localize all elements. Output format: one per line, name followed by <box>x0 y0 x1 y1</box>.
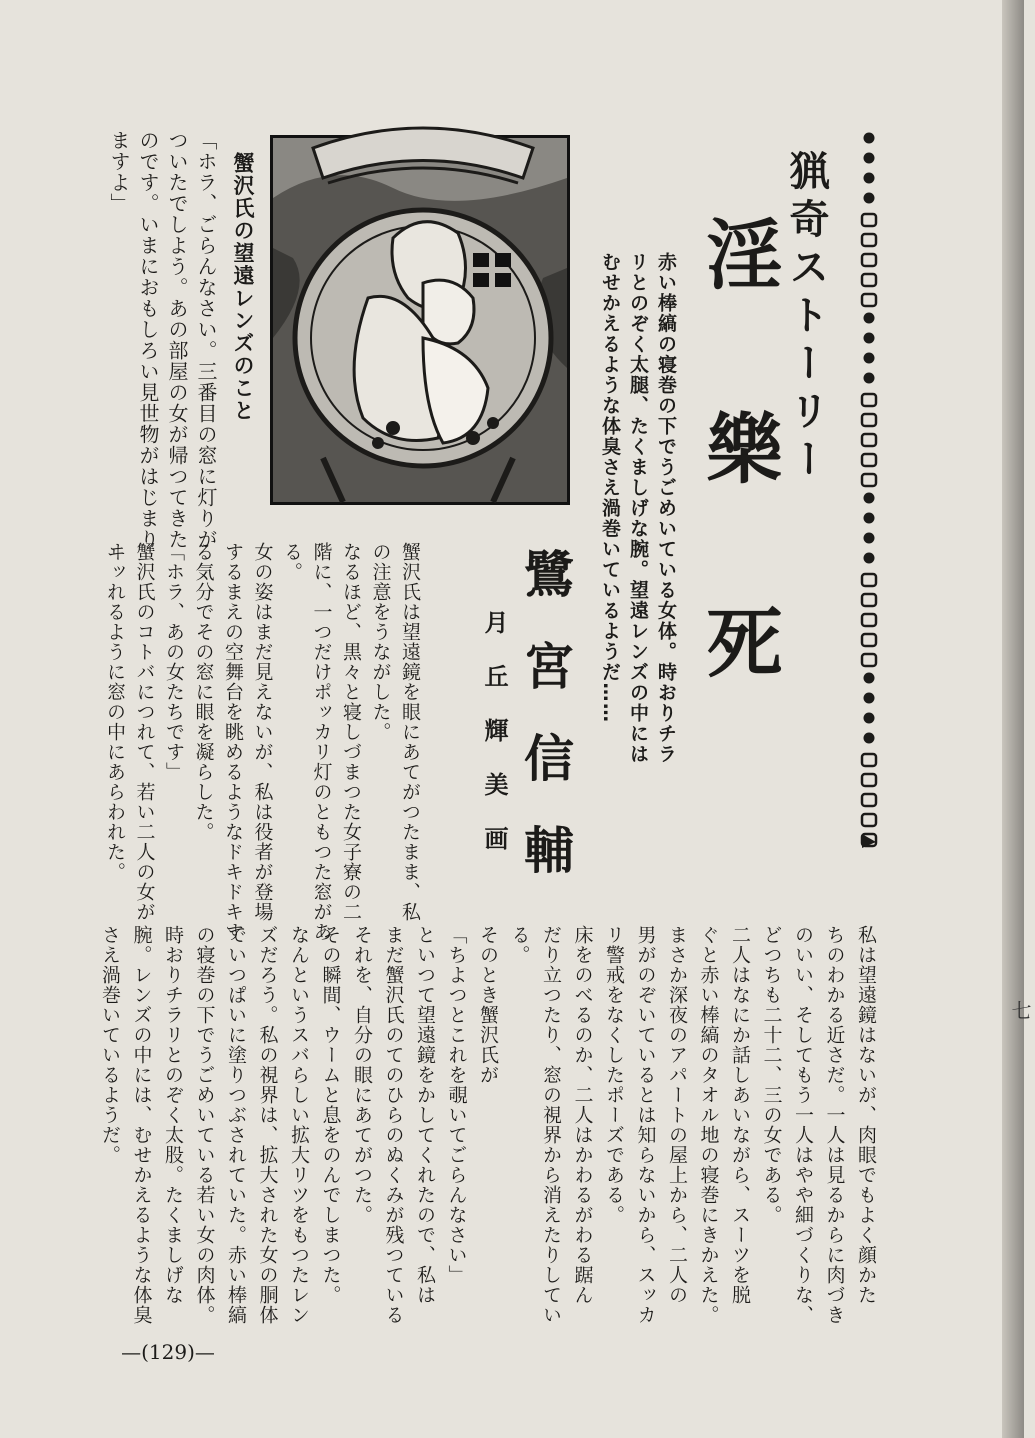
body-right-column: その瞬間、ウームと息をのんでしまつた。 <box>319 925 342 1305</box>
body-right-column: なんというスバらしい拡大リツをもつたレン <box>288 925 310 1325</box>
body-middle-column: ヰッれるように窓の中にあらわれた。 <box>104 542 126 882</box>
body-right-column: どつちも二十二、三の女である。 <box>760 925 783 1225</box>
body-middle-column: 階に、一つだけポッカリ灯のともつた窓があ <box>310 542 333 942</box>
body-middle-column: る気分でその窓に眼を凝らした。 <box>192 542 215 842</box>
body-right-column: それを、自分の眼にあてがつた。 <box>351 925 373 1225</box>
body-middle-column: る。 <box>281 542 303 582</box>
page-number: —(129)— <box>121 1340 215 1364</box>
body-right-column: 腕。レンズの中には、むせかえるような体臭 <box>130 925 153 1325</box>
body-right-column: 私は望遠鏡はないが、肉眼でもよく顔かた <box>855 925 877 1305</box>
page-edge <box>1002 0 1024 1438</box>
body-right-column: 時おりチラリとのぞく太股。たくましげな <box>162 925 184 1305</box>
story-illustration <box>270 135 570 505</box>
body-middle-column: 女の姿はまだ見えないが、私は役者が登場 <box>251 542 274 922</box>
illustrator-credit: 月丘輝美画 <box>480 610 508 880</box>
body-left-column: ついたでしよう。あの部屋の女が帰つてきた <box>165 130 189 550</box>
body-right-column: の寝巻の下でうごめいている若い女の肉体。 <box>193 925 216 1325</box>
folio-mark: 七 <box>1008 1000 1032 1020</box>
body-right-column: でいつぱいに塗りつぶされていた。赤い棒縞 <box>225 925 247 1325</box>
body-right-column: そのとき蟹沢氏が <box>477 925 499 1085</box>
body-middle-column: 蟹沢氏のコトバにつれて、若い二人の女が <box>133 542 156 922</box>
genre-heading: 猟奇ストーリー <box>783 150 829 486</box>
body-right-column: 男がのぞいているとは知らないから、スッカ <box>634 925 657 1325</box>
body-middle-column: 蟹沢氏は望遠鏡を眼にあてがつたまま、私 <box>399 542 421 922</box>
decorative-dotted-rule <box>856 128 882 848</box>
body-right-column: ちのわかる近さだ。一人は見るからに肉づき <box>823 925 846 1325</box>
body-right-column: まさか深夜のアパートの屋上から、二人の <box>666 925 688 1305</box>
body-right-column: 床をのべるのか、二人はかわるがわる踞ん <box>571 925 594 1305</box>
body-right-column: さえ渦巻いているようだ。 <box>99 925 121 1165</box>
body-right-column: ぐと赤い棒縞のタオル地の寝巻にきかえた。 <box>697 925 720 1325</box>
body-middle-column: の注意をうながした。 <box>369 542 392 742</box>
lead-line-1: 赤い棒縞の寝巻の下でうごめいている女体。時おりチラ <box>655 252 677 765</box>
body-left-column: のです。いまにおもしろい見世物がはじまり <box>136 130 160 550</box>
author-name: 鷺宮信輔 <box>516 548 575 916</box>
body-right-column: といつて望遠鏡をかしてくれたので、私は <box>414 925 436 1305</box>
body-left-column: ますよ」 <box>107 130 131 214</box>
lead-line-2: リとのぞく太腿、たくましげな腕。望遠レンズの中には <box>627 252 649 765</box>
body-right-column: 二人はなにか話しあいながら、スーツを脱 <box>729 925 751 1305</box>
body-middle-column: なるほど、黒々と寝しづまつた女子寮の二 <box>340 542 362 922</box>
body-right-column: 「ちよつとこれを覗いてごらんなさい」 <box>445 925 468 1285</box>
body-right-column: ズだろう。私の視界は、拡大された女の胴体 <box>256 925 279 1325</box>
lead-line-3: むせかえるような体臭さえ渦巻いているようだ…… <box>599 252 621 724</box>
illustration-caption: 蟹沢氏の望遠レンズのこと <box>231 152 255 422</box>
body-right-column: まだ蟹沢氏のてのひらのぬくみが残つている <box>382 925 405 1325</box>
body-right-column: る。 <box>508 925 531 965</box>
body-right-column: リ警戒をなくしたポーズである。 <box>603 925 625 1225</box>
body-left-column: 「ホラ、ごらんなさい。三番目の窓に灯りが <box>194 130 218 550</box>
body-middle-column: 「ホラ、あの女たちです」 <box>163 542 185 782</box>
story-title: 淫樂死 <box>694 215 783 797</box>
body-middle-column: するまえの空舞台を眺めるようなドキドキす <box>222 542 244 942</box>
body-right-column: のいい、そしてもう一人はやや細づくりな、 <box>792 925 814 1325</box>
body-right-column: だり立つたり、窓の視界から消えたりしてい <box>540 925 562 1325</box>
embracing-couple-illustration <box>273 138 567 502</box>
